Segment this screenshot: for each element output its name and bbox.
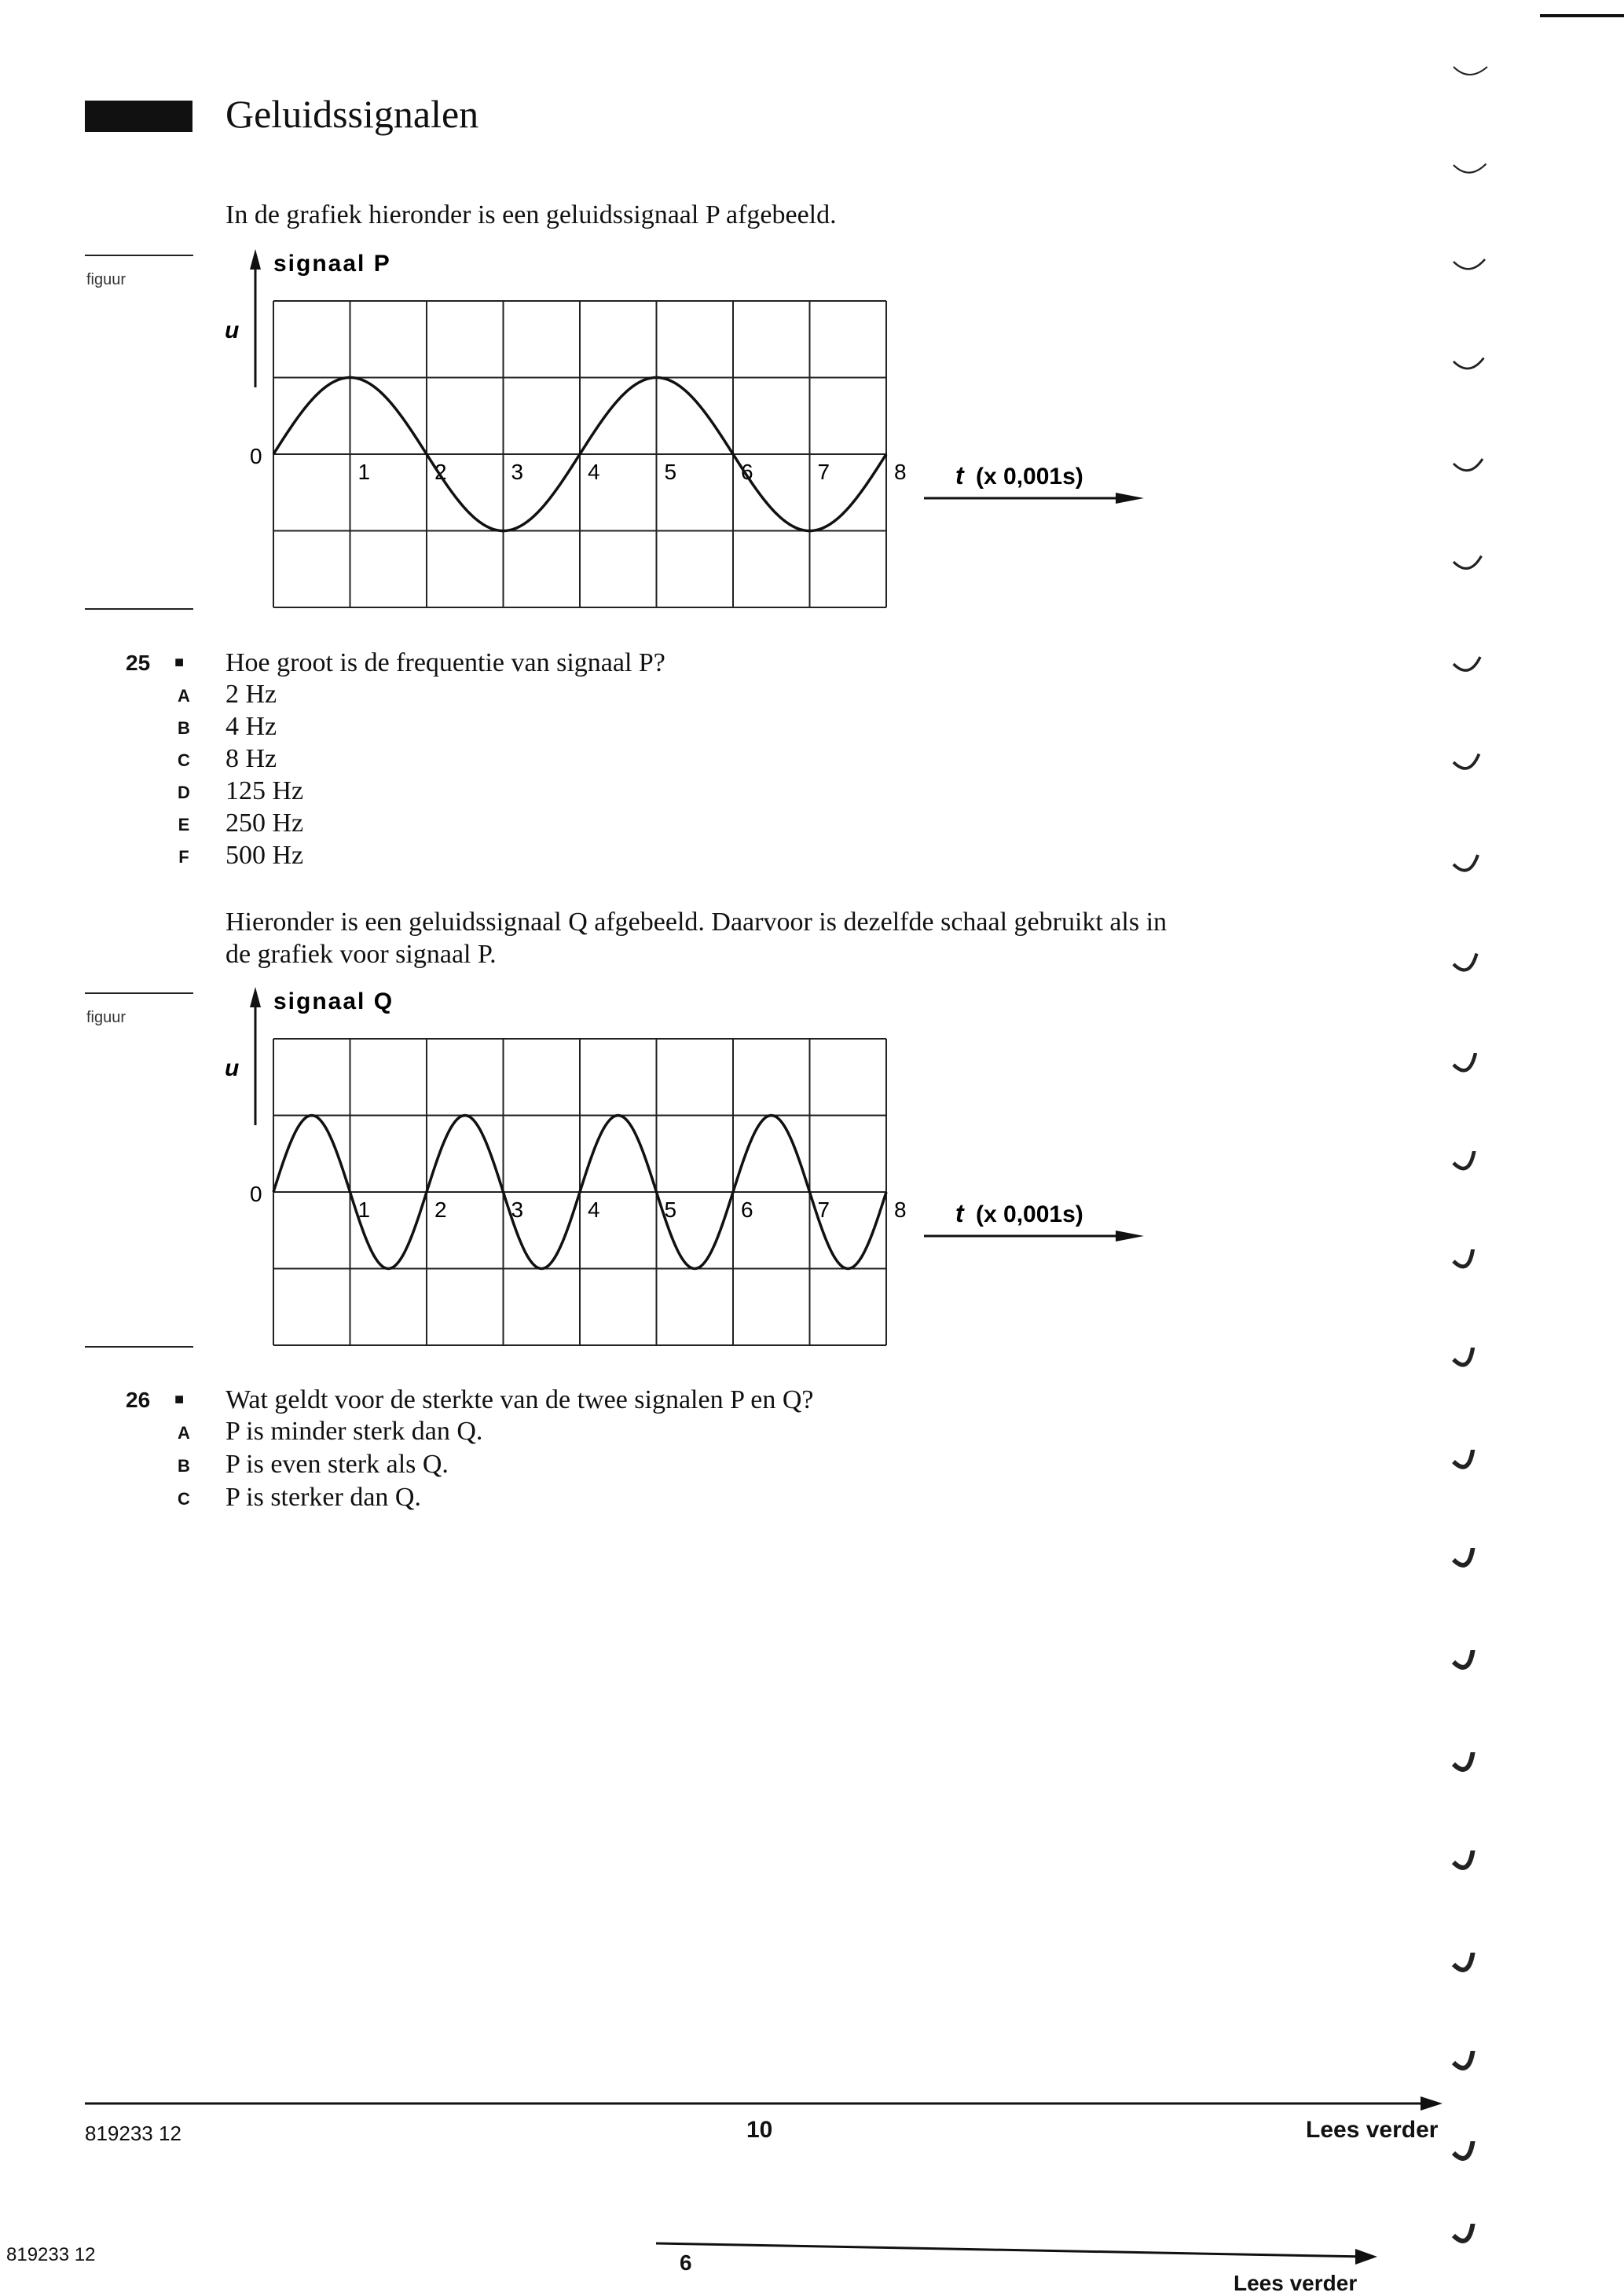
x-tick-label: 8 [894, 1198, 907, 1222]
chart-title: signaal Q [273, 988, 394, 1014]
binder-mark [1450, 55, 1497, 94]
x-tick-label: 1 [357, 460, 371, 484]
binder-mark [1450, 750, 1497, 790]
binder-mark [1450, 1348, 1497, 1387]
binder-mark [1450, 1953, 1497, 1992]
option-letter: E [178, 815, 190, 834]
option-text: P is sterker dan Q. [225, 1483, 421, 1512]
question-text: Hoe groot is de frequentie van signaal P? [225, 648, 665, 677]
origin-label: 0 [250, 1182, 262, 1206]
x-tick-label: 5 [664, 1198, 677, 1222]
binder-mark [1450, 452, 1497, 491]
x-axis-arrowhead [1116, 493, 1144, 504]
option-text: 250 Hz [225, 809, 304, 838]
binder-mark [1450, 1151, 1497, 1190]
option-letter: F [178, 847, 189, 867]
binder-mark [1450, 1450, 1497, 1489]
option-letter: C [178, 1489, 190, 1509]
binder-mark [1450, 853, 1497, 892]
option-text: P is even sterk als Q. [225, 1450, 449, 1479]
binder-mark [1450, 952, 1497, 992]
option-text: P is minder sterk dan Q. [225, 1417, 483, 1446]
y-axis-label: u [225, 1055, 240, 1081]
option-text: 125 Hz [225, 776, 304, 805]
binder-mark [1450, 1053, 1497, 1092]
x-tick-label: 3 [511, 1198, 524, 1222]
x-tick-label: 2 [434, 1198, 447, 1222]
footer-code-secondary: 819233 12 [6, 2244, 96, 2265]
figure-bottom-rule [85, 1346, 193, 1348]
page-number: 10 [746, 2117, 773, 2143]
binder-mark [1450, 1752, 1497, 1792]
origin-label: 0 [250, 444, 262, 468]
intro-text-p: In de grafiek hieronder is een geluidssignaal P afgebeeld. [225, 200, 837, 229]
option-letter: A [178, 686, 190, 706]
x-tick-label: 3 [511, 460, 524, 484]
question-number: 26 [126, 1388, 151, 1412]
option-text: 8 Hz [225, 744, 277, 773]
x-axis-label-unit: (x 0,001s) [976, 1201, 1083, 1227]
x-tick-label: 4 [588, 1198, 600, 1222]
binder-mark [1450, 2141, 1497, 2180]
x-axis-label-var: t [955, 461, 964, 490]
binder-mark [1450, 1650, 1497, 1689]
option-letter: B [178, 718, 190, 738]
x-tick-label: 6 [741, 460, 753, 484]
y-axis-arrowhead [250, 249, 261, 270]
chart-signal-q [212, 985, 1179, 1359]
x-tick-label: 1 [357, 1198, 371, 1222]
section-marker [85, 101, 192, 132]
binder-mark [1450, 1548, 1497, 1587]
binder-mark [1450, 550, 1497, 589]
figure-bottom-rule [85, 608, 193, 610]
intro-text-q-line2: de grafiek voor signaal P. [225, 940, 497, 969]
x-tick-label: 5 [664, 460, 677, 484]
figure-top-rule [85, 992, 193, 994]
x-axis-label-unit: (x 0,001s) [976, 464, 1083, 490]
continue-label-secondary: Lees verder [1234, 2271, 1358, 2295]
page-number-secondary: 6 [680, 2250, 692, 2275]
option-letter: A [178, 1423, 190, 1443]
binder-mark [1450, 250, 1497, 289]
footer-code: 819233 12 [85, 2122, 181, 2145]
chart-signal-p [212, 248, 1179, 621]
question-marker: ■ [174, 654, 185, 671]
figure-label: figuur [86, 271, 126, 288]
x-tick-label: 8 [894, 460, 907, 484]
x-tick-label: 6 [741, 1198, 753, 1222]
option-text: 500 Hz [225, 841, 304, 870]
footer-arrow-secondary [656, 2239, 1379, 2271]
option-text: 2 Hz [225, 680, 277, 709]
binder-mark [1450, 350, 1497, 389]
question-marker: ■ [174, 1391, 185, 1408]
footer-arrow [85, 2093, 1444, 2117]
y-axis-arrowhead [250, 987, 261, 1007]
option-letter: D [178, 783, 190, 802]
binder-mark [1450, 1249, 1497, 1289]
figure-label: figuur [86, 1009, 126, 1026]
section-title: Geluidssignalen [225, 92, 479, 136]
binder-mark [1450, 2051, 1497, 2090]
corner-rule [1540, 14, 1624, 17]
continue-label: Lees verder [1306, 2117, 1439, 2143]
binder-mark [1450, 1850, 1497, 1890]
x-axis-arrowhead [1116, 1231, 1144, 1242]
x-axis-label-var: t [955, 1199, 964, 1227]
option-letter: C [178, 750, 190, 770]
x-tick-label: 4 [588, 460, 600, 484]
question-number: 25 [126, 651, 151, 675]
option-text: 4 Hz [225, 712, 277, 741]
binder-mark [1450, 153, 1497, 193]
x-tick-label: 7 [817, 460, 830, 484]
y-axis-label: u [225, 317, 240, 343]
figure-top-rule [85, 255, 193, 256]
chart-title: signaal P [273, 251, 391, 277]
intro-text-q-line1: Hieronder is een geluidssignaal Q afgebeeld. Daarvoor is dezelfde schaal gebruikt als in [225, 908, 1168, 937]
question-text: Wat geldt voor de sterkte van de twee signalen P en Q? [225, 1385, 814, 1414]
binder-mark [1450, 652, 1497, 691]
binder-mark [1450, 2224, 1497, 2263]
x-tick-label: 7 [817, 1198, 830, 1222]
option-letter: B [178, 1456, 190, 1476]
x-tick-label: 2 [434, 460, 447, 484]
